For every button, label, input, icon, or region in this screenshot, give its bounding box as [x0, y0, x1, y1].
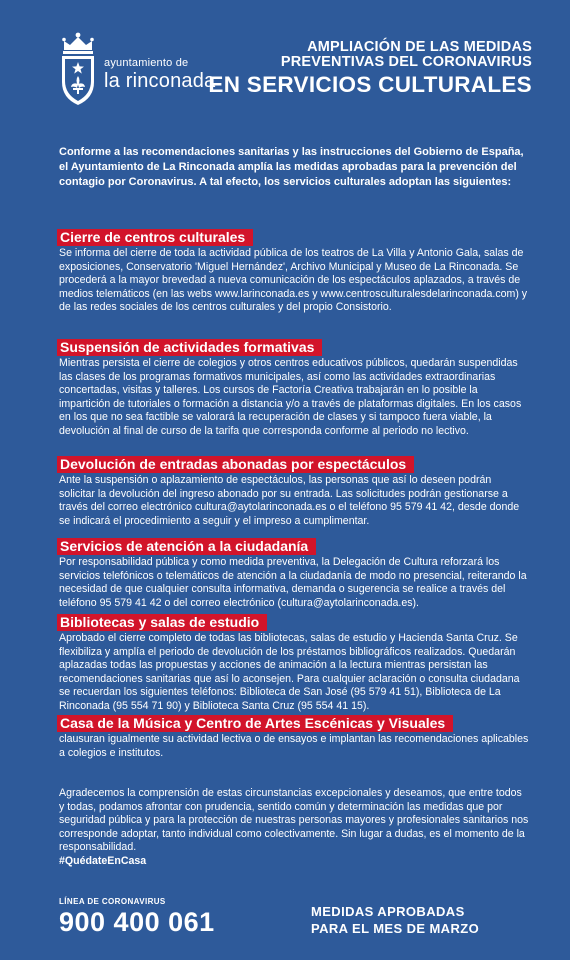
section-title: Casa de la Música y Centro de Artes Escénicas y Visuales — [57, 715, 453, 732]
section-actividades-formativas — [59, 339, 529, 438]
page-title — [208, 40, 532, 97]
section-title: Suspensión de actividades formativas — [57, 339, 322, 356]
section-title: Cierre de centros culturales — [57, 229, 253, 246]
section-bibliotecas — [59, 614, 529, 713]
title-line-1: AMPLIACIÓN DE LAS MEDIDAS — [307, 39, 532, 55]
title-line-3: EN SERVICIOS CULTURALES — [208, 72, 532, 98]
section-atencion-ciudadania — [59, 538, 529, 610]
org-big-label: la rinconada — [104, 70, 216, 92]
section-body: Aprobado el cierre completo de todas las bibliotecas, salas de estudio y Hacienda Santa Cruz. Se flexibiliza y amplía el periodo de devolución de los préstamos bibliográficos realizados. Quedarán aplazadas todas las propuestas y acciones de animación a la lectura mientras persistan las recomendaciones sanitarias que así lo aconsejen. Para cualquier aclaración o consulta ciudadana se recuerdan los siguientes teléfonos: Biblioteca de San José (95 579 41 51), Biblioteca de La Rinconada (95 554 71 90) y Biblioteca Santa Cruz (95 554 41 15). — [59, 632, 520, 712]
measures-month-note — [311, 903, 479, 937]
header — [0, 0, 570, 120]
coat-of-arms-icon — [58, 30, 98, 108]
section-body: Ante la suspensión o aplazamiento de espectáculos, las personas que así lo deseen podrán solicitar la devolución del ingreso abonado por su entrada. Las solicitudes podrán gestionarse a través del correo electrónico cultura@aytolarinconada.es o el teléfono 95 579 41 42, desde donde se indicará el procedimiento a seguir y el impreso a cumplimentar. — [59, 474, 520, 527]
hotline-label: LÍNEA DE CORONAVIRUS — [59, 897, 166, 906]
organization-name — [104, 58, 215, 91]
title-line-2: PREVENTIVAS DEL CORONAVIRUS — [280, 54, 532, 71]
section-title: Devolución de entradas abonadas por espectáculos — [57, 456, 414, 473]
hotline-number: 900 400 061 — [59, 907, 215, 937]
hotline — [59, 897, 215, 938]
section-casa-musica — [59, 715, 529, 760]
section-title: Bibliotecas y salas de estudio — [57, 614, 267, 631]
section-body: Mientras persista el cierre de colegios y otros centros educativos públicos, quedarán suspendidas las clases de los programas formativos municipales, así como las actividades extraordinarias concertadas, visitas y talleres. Los cursos de Factoría Creativa trabajarán en lo posible la impartición de tutoriales o formación a distancia y/o a través de plataformas digitales. En los casos en los que no sea factible se valorará la recuperación de clases y si tampoco fuera viable, la devolución al final de curso de la tarifa que corresponda conforme al periodo no lectivo. — [59, 357, 522, 437]
section-body: Se informa del cierre de toda la actividad pública de los teatros de La Villa y Antonio Gala, salas de exposiciones, Conservatorio 'Miguel Hernández', Archivo Municipal y Museo de La Rinconada. Se procederá a la mayor brevedad a nueva comunicación de los espectáculos aplazados, a través de medios telemáticos (en las webs www.larinconada.es y www.centrosculturalesdelarinconada.com) y de las redes sociales de los centros culturales y del propio Consistorio. — [59, 247, 528, 313]
section-body: Por responsabilidad pública y como medida preventiva, la Delegación de Cultura reforzará los servicios telefónicos o telemáticos de atención a la ciudadanía de modo no presencial, reiterando la necesidad de que cualquier consulta informativa, demanda o sugerencia se realice a través del teléfono 95 579 41 42 o del correo electrónico (cultura@aytolarinconada.es). — [59, 556, 527, 609]
org-small-label: ayuntamiento de — [104, 57, 189, 69]
section-body: clausuran igualmente su actividad lectiva o de ensayos e implantan las recomendaciones aplicables a colegios e institutos. — [59, 733, 529, 759]
section-title: Servicios de atención a la ciudadanía — [57, 538, 316, 555]
hashtag: #QuédateEnCasa — [59, 854, 147, 867]
intro-paragraph: Conforme a las recomendaciones sanitarias y las instrucciones del Gobierno de España, el Ayuntamiento de La Rinconada amplía las medidas aprobadas para la prevención del contagio por Coronavirus. A tal efecto, los servicios culturales adoptan las siguientes: — [59, 146, 524, 188]
section-cierre-centros — [59, 229, 529, 315]
section-devolucion-entradas — [59, 456, 529, 528]
closing-text: Agradecemos la comprensión de estas circunstancias excepcionales y deseamos, que entre todos y todas, podamos afrontar con prudencia, sentido común y determinación las medidas que por seguridad pública y para la protección de nuestras personas mayores y profesionales sanitarios nos corresponde adoptar, tanto individual como colectivamente. Sin lugar a dudas, es el momento de la responsabilidad. — [59, 787, 529, 853]
closing-paragraph — [59, 787, 529, 868]
months-line-1: MEDIDAS APROBADAS — [311, 904, 465, 919]
months-line-2: PARA EL MES DE MARZO — [311, 921, 480, 936]
